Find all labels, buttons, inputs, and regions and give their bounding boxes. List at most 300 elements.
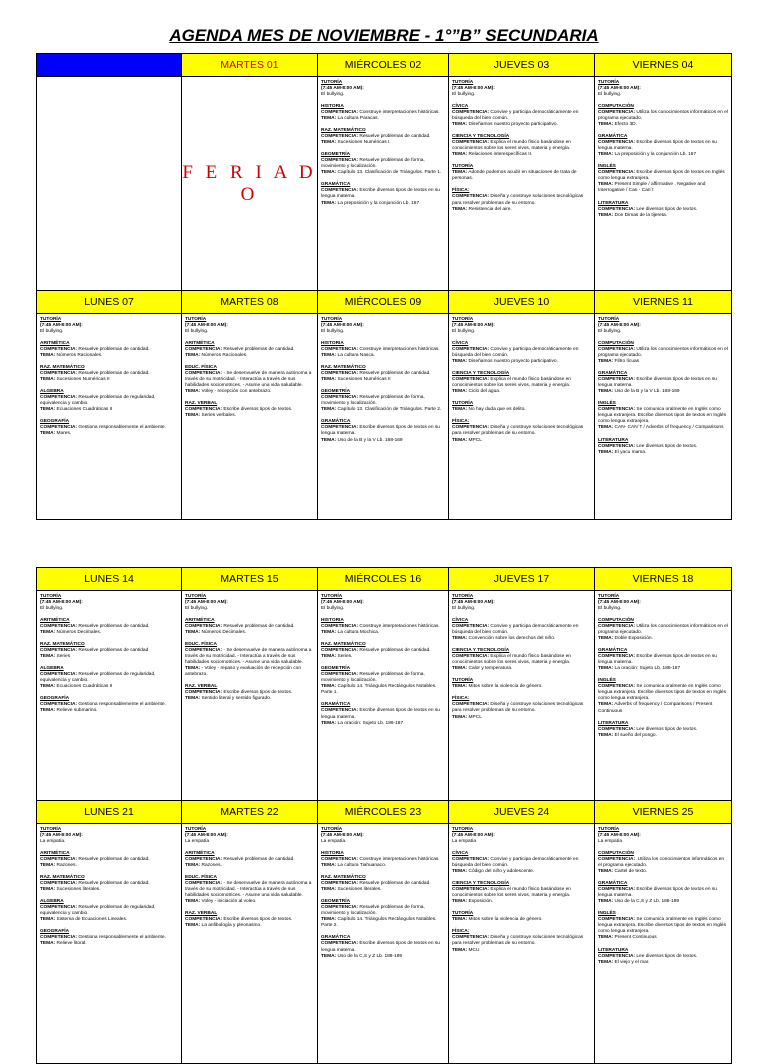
tutoria-topic: El bullying.	[598, 92, 622, 98]
tema-value: Convención sobre los derechos del niño.	[468, 636, 556, 642]
subject-block	[185, 851, 314, 869]
subject-name: ARITMÉTICA	[185, 618, 215, 624]
tema-label: TEMA:	[40, 630, 56, 636]
tema	[452, 948, 591, 954]
subject-block	[598, 678, 728, 714]
competencia	[598, 140, 728, 152]
subject-name: EDUC. FÍSICA	[185, 365, 217, 371]
day-header: LUNES 07	[37, 291, 182, 314]
subject-block	[321, 152, 445, 176]
tema-value: La preposición y la conjunción Lb. 167	[337, 200, 420, 206]
subject-name: ARITMÉTICA	[185, 341, 215, 347]
subject-name: CIENCIA Y TECNOLOGÍA	[452, 371, 510, 377]
competencia-label: COMPETENCIA:	[598, 140, 636, 146]
tema	[598, 899, 728, 905]
tema-value: Números Decimales.	[201, 630, 247, 636]
tutoria-time: (7:45 AM-8:00 AM):	[185, 323, 228, 329]
tema-label: TEMA:	[598, 959, 614, 965]
competencia-value: Utiliza los conocimientos informáticos en el programa ejecutado.	[598, 110, 728, 122]
tema	[452, 636, 591, 642]
competencia-value: Lee diversos tipos de textos.	[636, 726, 698, 732]
subject-name: COMPUTACIÓN	[598, 341, 634, 347]
tema-value: Series verbales.	[201, 413, 236, 419]
competencia	[321, 158, 445, 170]
tema-value: Filtro lícuas	[614, 359, 640, 365]
tema-value: Cartel de texto.	[614, 869, 648, 875]
competencia-label: COMPETENCIA:	[452, 624, 490, 630]
day-header: MARTES 08	[182, 291, 318, 314]
competencia-label: COMPETENCIA:	[40, 702, 78, 708]
subject-block	[452, 104, 591, 128]
competencia-value: Se comunica oralmente en Inglés como lengua extranjera. Escribe diversos tipos de textos en Inglés como lengua extranjera.	[598, 917, 726, 935]
tutoria-block	[185, 827, 314, 845]
day-cell	[449, 77, 595, 291]
tutoria-heading: TUTORÍA	[321, 594, 343, 599]
subject-name: LITERATURA	[598, 437, 629, 443]
tema-label: TEMA:	[185, 666, 201, 672]
tema-label: TEMA:	[598, 425, 614, 431]
competencia-label: COMPETENCIA:	[40, 672, 78, 678]
day-cell	[449, 314, 595, 520]
competencia-label: COMPETENCIA:	[452, 140, 490, 146]
subject-block	[40, 696, 178, 714]
tema-label: TEMA:	[598, 666, 614, 672]
subject-block	[452, 341, 591, 365]
tutoria-block	[452, 317, 591, 335]
competencia-label: COMPETENCIA:	[598, 377, 636, 383]
competencia-label: COMPETENCIA:	[185, 690, 223, 696]
tema-label: TEMA:	[185, 899, 201, 905]
competencia	[598, 654, 728, 666]
tema	[321, 954, 445, 960]
tutoria-topic: La empatía	[452, 839, 477, 845]
competencia	[598, 110, 728, 122]
tema	[40, 431, 178, 437]
agenda-table-top	[36, 53, 732, 520]
tema	[321, 438, 445, 444]
tema	[452, 438, 591, 444]
tema	[452, 666, 591, 672]
tutoria-time: (7:45 AM-8:00 AM):	[185, 833, 228, 839]
tema-label: TEMA:	[452, 714, 468, 720]
tema-value: Diseñamos nuestro proyecto participativo.	[468, 359, 558, 365]
competencia	[185, 371, 314, 389]
tema-value: El sueño del pongo.	[614, 732, 657, 738]
week-body-row	[37, 77, 732, 291]
tema-value: Ecuaciones Cuadráticas II	[56, 684, 113, 690]
tema-value: Don Dimas de la tijereta.	[614, 212, 668, 218]
subject-name: GRAMÁTICA	[598, 648, 628, 654]
subject-name: RAZ. MATEMÁTICO	[40, 875, 85, 881]
tema-value: Adverbs of frequency / Comparisons / Present Continuous	[598, 702, 713, 714]
day-header: MARTES 15	[182, 568, 318, 591]
tema-value: Efecto 3D.	[614, 122, 637, 128]
tema-label: TEMA:	[40, 407, 56, 413]
tutoria-time: (7:45 AM-8:00 AM):	[185, 600, 228, 606]
subject-block	[40, 618, 178, 636]
day-cell	[595, 77, 732, 291]
tema	[452, 917, 591, 923]
tema	[40, 407, 178, 413]
tema-value: La preposición y la conjunción Lb. 167	[614, 152, 697, 158]
subject-block	[321, 851, 445, 869]
holiday-cell: F E R I A D O	[182, 77, 318, 291]
week-header-row	[37, 568, 732, 591]
tutoria-block	[452, 827, 591, 845]
competencia-label: COMPETENCIA:	[598, 443, 636, 449]
competencia-value: - Se desenvuelve de manera autónoma a través de su motricidad. - Interactúa a través de sus habilidades sociomotrices. - Asume una vida saludable.	[185, 648, 312, 666]
subject-name: GRAMÁTICA	[321, 702, 351, 708]
competencia	[452, 194, 591, 206]
tema-label: TEMA:	[452, 636, 468, 642]
tema-value: Uso de la C,S y Z Lb. 188-189	[337, 953, 403, 959]
tutoria-heading: TUTORÍA	[40, 827, 62, 832]
tema-label: TEMA:	[598, 935, 614, 941]
competencia	[321, 708, 445, 720]
competencia-value: Resuelve problemas de cantidad.	[223, 624, 295, 630]
tema-label: TEMA:	[452, 170, 468, 176]
tema	[452, 122, 591, 128]
tema	[452, 715, 591, 721]
tutoria-time: (7:45 AM-8:00 AM):	[321, 600, 364, 606]
competencia-label: COMPETENCIA:	[598, 170, 636, 176]
tutoria-time: (7:45 AM-8:00 AM):	[321, 833, 364, 839]
subject-block	[452, 134, 591, 158]
subject-block	[40, 642, 178, 660]
subject-name: RAZ. MATEMÁTICO	[40, 642, 85, 648]
tema-value: Doble Exposición.	[614, 636, 653, 642]
subject-block	[452, 929, 591, 953]
tema	[185, 666, 314, 678]
tema	[598, 666, 728, 672]
tutoria-block	[40, 827, 178, 845]
tutoria-heading: TUTORÍA	[185, 317, 207, 322]
tema-value: Calor y temperatura.	[468, 666, 513, 672]
tutoria-topic: El bullying.	[321, 92, 345, 98]
subject-name: LITERATURA	[598, 947, 629, 953]
competencia-value: Convive y participa democráticamente en búsqueda del bien común.	[452, 857, 579, 869]
subject-block	[321, 365, 445, 383]
tutoria-time: (7:45 AM-8:00 AM):	[598, 86, 641, 92]
tema	[40, 917, 178, 923]
tema-label: TEMA:	[321, 887, 337, 893]
subject-name: GEOMETRÍA	[321, 152, 351, 158]
subject-block	[40, 899, 178, 923]
competencia-value: Resuelve problemas de cantidad.	[223, 347, 295, 353]
subject-name: ALGEBRA	[40, 899, 64, 905]
subject-name: RAZ. VERBAL	[185, 684, 218, 690]
tema	[185, 413, 314, 419]
competencia-label: COMPETENCIA:	[185, 917, 223, 923]
subject-block	[40, 341, 178, 359]
tema-label: TEMA:	[452, 407, 468, 413]
subject-name: CÍVICA	[452, 851, 469, 857]
tema	[40, 353, 178, 359]
day-header	[37, 54, 182, 77]
tema-label: TEMA:	[40, 887, 56, 893]
subject-name: GEOMETRÍA	[321, 389, 351, 395]
day-header: LUNES 21	[37, 801, 182, 824]
week-body-row	[37, 824, 732, 1064]
subject-name: CÍVICA	[452, 618, 469, 624]
tema	[185, 923, 314, 929]
tema	[452, 207, 591, 213]
subject-block	[40, 851, 178, 869]
tema-value: Capítulo 14. Triángulos Rectángulos Notables. Parte 1.	[321, 684, 437, 696]
tema	[598, 152, 728, 158]
tema-label: TEMA:	[321, 170, 337, 176]
tutoria-topic: El bullying.	[40, 606, 64, 612]
competencia-label: COMPETENCIA:	[185, 347, 223, 353]
subject-name: RAZ. VERBAL	[185, 911, 218, 917]
tema	[185, 899, 314, 905]
week-header-row	[37, 291, 732, 314]
subject-name: EDUC. FÍSICA	[185, 642, 217, 648]
competencia-label: COMPETENCIA:	[40, 905, 78, 911]
tema-value: Ciclo del agua.	[468, 389, 501, 395]
tema-label: TEMA:	[321, 684, 337, 690]
subject-block	[321, 182, 445, 206]
competencia-label: COMPETENCIA:	[321, 425, 359, 431]
subject-name: GEOMETRÍA	[321, 899, 351, 905]
subject-name: CIENCIA Y TECNOLOGÍA	[452, 134, 510, 140]
subject-name: RAZ. MATEMÁTICO	[40, 365, 85, 371]
tema	[321, 140, 445, 146]
subject-name: HISTORIA	[321, 104, 344, 110]
competencia	[321, 188, 445, 200]
tutoria-topic: El bullying.	[452, 92, 476, 98]
tema-label: TEMA:	[321, 377, 337, 383]
subject-name: EDUC. FÍSICA	[185, 875, 217, 881]
tutoria-time: (7:45 AM-8:00 AM):	[40, 600, 83, 606]
tema-label: TEMA:	[40, 431, 56, 437]
competencia-value: Resuelve problemas de regularidad, equivalencia y cambio.	[40, 905, 156, 917]
tema-label: TEMA:	[452, 684, 468, 690]
competencia-label: COMPETENCIA:	[40, 648, 78, 654]
subject-block	[321, 899, 445, 929]
tema-label: TEMA:	[452, 122, 468, 128]
day-header: MARTES 22	[182, 801, 318, 824]
competencia-label: COMPETENCIA:	[598, 654, 636, 660]
competencia	[185, 648, 314, 666]
tema-value: Relaciones interespecíficas II.	[468, 152, 533, 158]
tutoria-topic: El bullying.	[598, 606, 622, 612]
subject-name: FÍSICA:	[452, 929, 470, 935]
tema-label: TEMA:	[452, 899, 468, 905]
tema	[185, 630, 314, 636]
tema	[598, 869, 728, 875]
tema	[321, 377, 445, 383]
day-cell	[182, 824, 318, 1064]
week-body-row	[37, 314, 732, 520]
competencia-label: COMPETENCIA:	[321, 941, 359, 947]
tema-value: Uso de la C,S y Z Lb. 188-189	[614, 899, 680, 905]
tema	[452, 684, 591, 690]
competencia	[598, 170, 728, 182]
subject-block	[598, 618, 728, 642]
competencia-label: COMPETENCIA:	[452, 654, 490, 660]
subject-name: ARITMÉTICA	[40, 618, 70, 624]
tema	[598, 702, 728, 714]
tutoria-heading: TUTORÍA	[598, 827, 620, 832]
competencia	[598, 347, 728, 359]
tutoria-block	[598, 594, 728, 612]
competencia-label: COMPETENCIA:	[598, 624, 636, 630]
competencia-value: Escribe diversos tipos de textos en Inglés como lengua extranjera.	[598, 170, 725, 182]
tema-value: Voley - recepción con antebrazo.	[201, 389, 272, 395]
day-header: VIERNES 11	[595, 291, 732, 314]
week-header-row	[37, 801, 732, 824]
tutoria-block	[40, 594, 178, 612]
tema-label: TEMA:	[598, 899, 614, 905]
tutoria-heading: TUTORÍA	[598, 594, 620, 599]
tema	[321, 630, 445, 636]
tutoria-topic: El bullying.	[40, 329, 64, 335]
day-header: VIERNES 25	[595, 801, 732, 824]
tutoria-topic: La empatía.	[321, 839, 347, 845]
competencia-label: COMPETENCIA:	[185, 371, 223, 377]
tutoria-topic: El bullying.	[321, 329, 345, 335]
tema-label: TEMA:	[321, 630, 337, 636]
competencia-value: Resuelve problemas de cantidad.	[223, 857, 295, 863]
subject-name: GRAMÁTICA	[321, 182, 351, 188]
tema-label: TEMA:	[40, 708, 56, 714]
tema	[40, 887, 178, 893]
tutoria-block	[598, 827, 728, 845]
subject-name: FÍSICA:	[452, 188, 470, 194]
subject-name: RAZ. MATEMÁTICO	[321, 642, 366, 648]
tema-label: TEMA:	[40, 863, 56, 869]
competencia-value: - Se desenvuelve de manera autónoma a través de su motricidad. - Interactúa a través de sus habilidades sociomotrices. - Asume una vida saludable.	[185, 371, 312, 389]
tema-value: Sucesiones Numéricas II	[337, 377, 391, 383]
subject-name: TUTORÍA	[452, 401, 474, 407]
subject-name: RAZ. MATEMÁTICO	[321, 875, 366, 881]
tema-label: TEMA:	[321, 200, 337, 206]
day-header: JUEVES 10	[449, 291, 595, 314]
competencia-value: Gestiona responsablemente el ambiente.	[78, 702, 166, 708]
day-cell	[595, 314, 732, 520]
tema-label: TEMA:	[452, 917, 468, 923]
tema	[452, 152, 591, 158]
subject-name: INGLÉS	[598, 678, 616, 684]
competencia	[598, 857, 728, 869]
tutoria-block	[185, 594, 314, 612]
competencia-value: Diseña y construye soluciones tecnológicas para resolver problemas de su entorno.	[452, 425, 584, 437]
subject-block	[452, 911, 591, 923]
competencia-label: COMPETENCIA:	[40, 347, 78, 353]
tutoria-topic: El bullying.	[185, 329, 209, 335]
week-header-row	[37, 54, 732, 77]
tema	[321, 917, 445, 929]
tema	[598, 935, 728, 941]
tema-value: Exposición.	[468, 899, 494, 905]
subject-name: CÍVICA	[452, 104, 469, 110]
tema	[452, 407, 591, 413]
tema	[321, 201, 445, 207]
tutoria-block	[321, 80, 445, 98]
subject-name: ALGEBRA	[40, 666, 64, 672]
tema-label: TEMA:	[598, 702, 614, 708]
subject-name: TUTORÍA	[452, 678, 474, 684]
competencia-value: Convive y participa democráticamente en búsqueda del bien común.	[452, 624, 579, 636]
tema-value: Resistencia del aire.	[468, 206, 512, 212]
competencia-label: COMPETENCIA:	[321, 158, 359, 164]
competencia-label: COMPETENCIA:	[452, 347, 490, 353]
competencia-value: Lee diversos tipos de textos.	[636, 443, 698, 449]
tema-label: TEMA:	[185, 923, 201, 929]
tema-value: El yacu mama.	[614, 449, 647, 455]
subject-name: GEOMETRÍA	[321, 666, 351, 672]
tema-value: Capítulo 13. Clasificación de Triángulos. Parte 1.	[337, 170, 442, 176]
tema	[40, 941, 178, 947]
subject-name: COMPUTACIÓN	[598, 851, 634, 857]
tema-value: Razones.	[201, 863, 222, 869]
competencia-label: COMPETENCIA:	[452, 887, 490, 893]
competencia-value: Diseña y construye soluciones tecnológicas para resolver problemas de su entorno.	[452, 935, 584, 947]
subject-block	[321, 642, 445, 660]
subject-name: RAZ. VERBAL	[185, 401, 218, 407]
subject-name: ALGEBRA	[40, 389, 64, 395]
tutoria-topic: La empatía.	[40, 839, 66, 845]
competencia	[452, 624, 591, 636]
tutoria-block	[598, 317, 728, 335]
tutoria-heading: TUTORÍA	[185, 594, 207, 599]
tema	[452, 899, 591, 905]
day-cell	[37, 824, 182, 1064]
competencia-label: COMPETENCIA:	[321, 134, 359, 140]
competencia	[598, 377, 728, 389]
subject-block	[598, 371, 728, 395]
day-cell	[449, 824, 595, 1064]
subject-block	[598, 881, 728, 905]
subject-block	[321, 128, 445, 146]
tema-value: Diseñamos nuestro proyecto participativo.	[468, 122, 558, 128]
tema-label: TEMA:	[452, 947, 468, 953]
tema-label: TEMA:	[598, 449, 614, 455]
competencia	[40, 905, 178, 917]
subject-name: CIENCIA Y TECNOLOGÍA	[452, 648, 510, 654]
tema-value: Series	[56, 654, 71, 660]
competencia-label: COMPETENCIA:	[40, 881, 78, 887]
tutoria-time: (7:45 AM-8:00 AM):	[598, 833, 641, 839]
subject-name: RAZ. MATEMÁTICO	[321, 365, 366, 371]
competencia-label: COMPETENCIA:	[40, 425, 78, 431]
competencia-value: Resuelve problemas de cantidad.	[78, 624, 150, 630]
subject-block	[598, 648, 728, 672]
day-header: VIERNES 04	[595, 54, 732, 77]
subject-block	[40, 365, 178, 383]
tema-label: TEMA:	[321, 720, 337, 726]
day-cell	[318, 824, 449, 1064]
tema-label: TEMA:	[452, 389, 468, 395]
competencia-value: Diseña y construye soluciones tecnológicas para resolver problemas de su entorno.	[452, 702, 584, 714]
tema-label: TEMA:	[185, 389, 201, 395]
competencia-value: Utiliza los conocimientos informáticos en el programa ejecutado.	[598, 624, 728, 636]
agenda-table-bottom	[36, 567, 732, 1064]
subject-block	[40, 419, 178, 437]
competencia-value: Resuelve problemas de cantidad.	[78, 347, 150, 353]
tema	[185, 389, 314, 395]
tema-label: TEMA:	[185, 353, 201, 359]
day-cell	[449, 591, 595, 801]
competencia-label: COMPETENCIA:	[321, 371, 359, 377]
subject-name: FÍSICA:	[452, 419, 470, 425]
tema-value: No hay duda que es delito.	[468, 407, 526, 413]
competencia-value: Resuelve problemas de forma, movimiento y localización.	[321, 672, 425, 684]
competencia	[321, 425, 445, 437]
tema-value: Voley - iniciación al voleo.	[201, 899, 257, 905]
competencia-label: COMPETENCIA:	[598, 953, 636, 959]
